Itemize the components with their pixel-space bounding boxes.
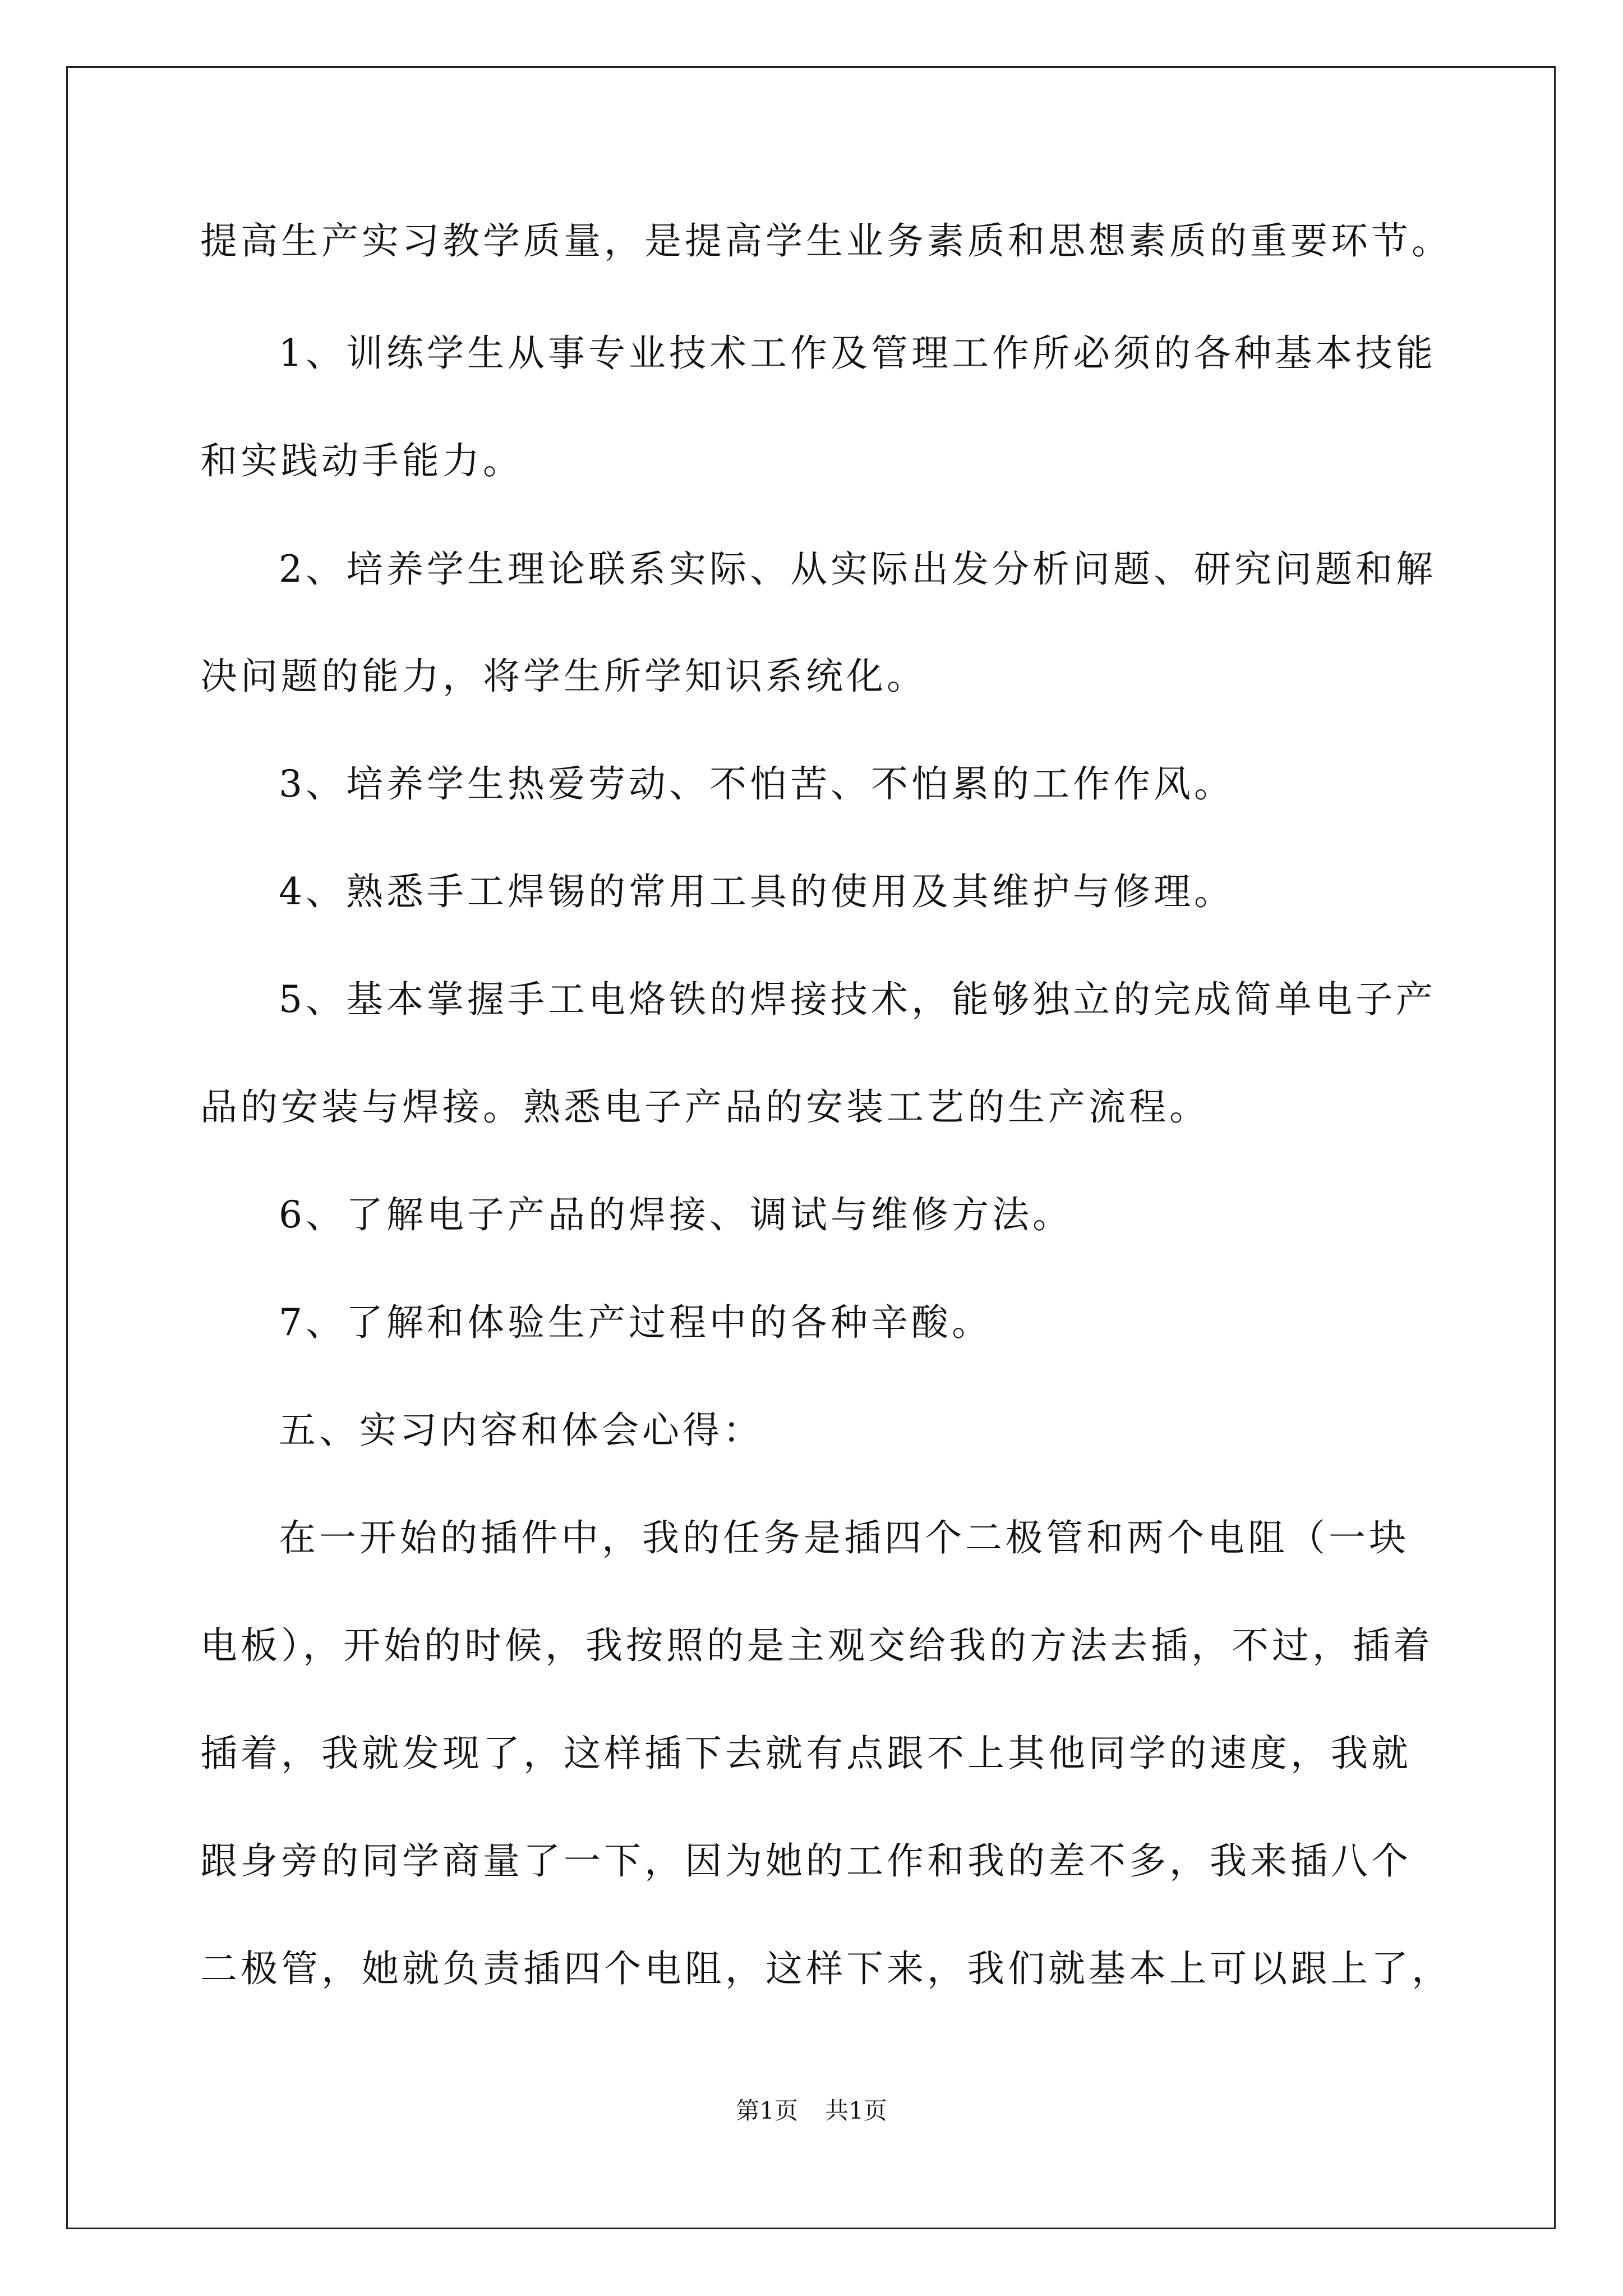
paragraph-line: 7、了解和体验生产过程中的各种辛酸。 bbox=[279, 1301, 992, 1344]
paragraph-line: 2、培养学生理论联系实际、从实际出发分析问题、研究问题和解 bbox=[279, 547, 1436, 591]
page-border bbox=[66, 66, 1556, 2229]
paragraph-line: 4、熟悉手工焊锡的常用工具的使用及其维护与修理。 bbox=[279, 870, 1234, 913]
page-footer bbox=[0, 2097, 1623, 2125]
paragraph-line: 二极管，她就负责插四个电阻，这样下来，我们就基本上可以跟上了， bbox=[200, 1947, 1452, 1990]
paragraph-line: 决问题的能力，将学生所学知识系统化。 bbox=[200, 655, 927, 698]
paragraph-line: 品的安装与焊接。熟悉电子产品的安装工艺的生产流程。 bbox=[200, 1085, 1210, 1129]
paragraph-line: 插着，我就发现了，这样插下去就有点跟不上其他同学的速度，我就 bbox=[200, 1732, 1412, 1775]
paragraph-line: 和实践动手能力。 bbox=[200, 439, 523, 482]
paragraph-line: 电板），开始的时候，我按照的是主观交给我的方法去插，不过，插着 bbox=[200, 1624, 1433, 1667]
page-number: 第1页 bbox=[736, 2097, 798, 2124]
paragraph-line: 在一开始的插件中，我的任务是插四个二极管和两个电阻（一块 bbox=[279, 1516, 1409, 1559]
paragraph-line: 1、训练学生从事专业技术工作及管理工作所必须的各种基本技能 bbox=[279, 332, 1436, 375]
paragraph-line: 6、了解电子产品的焊接、调试与维修方法。 bbox=[279, 1193, 1073, 1236]
paragraph-line: 跟身旁的同学商量了一下，因为她的工作和我的差不多，我来插八个 bbox=[200, 1839, 1412, 1883]
paragraph-line: 提高生产实习教学质量，是提高学生业务素质和思想素质的重要环节。 bbox=[200, 219, 1452, 263]
paragraph-line: 5、基本掌握手工电烙铁的焊接技术，能够独立的完成简单电子产 bbox=[279, 978, 1436, 1021]
paragraph-line: 3、培养学生热爱劳动、不怕苦、不怕累的工作作风。 bbox=[279, 762, 1234, 806]
page-total: 共1页 bbox=[825, 2097, 887, 2124]
paragraph-line: 五、实习内容和体会心得： bbox=[279, 1409, 763, 1452]
